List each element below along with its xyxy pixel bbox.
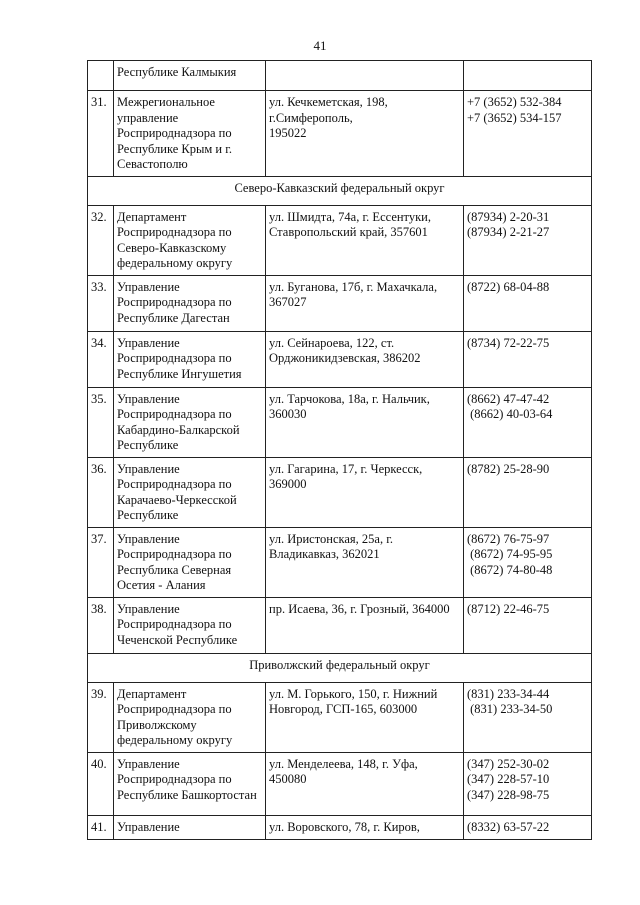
organization-name: Управление Росприроднадзора по Республике Дагестан bbox=[117, 279, 232, 325]
address-text: ул. Шмидта, 74а, г. Ессентуки, Ставропольский край, 357601 bbox=[269, 209, 431, 239]
organization-name: Управление Росприроднадзора по Республике Ингушетия bbox=[117, 335, 242, 381]
contacts-table bbox=[87, 60, 592, 840]
phone-number: +7 (3652) 534-157 bbox=[467, 110, 562, 125]
table-row bbox=[88, 752, 592, 815]
phone-cell bbox=[464, 205, 592, 275]
address-text: ул. Иристонская, 25а, г. Владикавказ, 362021 bbox=[269, 531, 394, 561]
section-title: Северо-Кавказский федеральный округ bbox=[88, 176, 592, 205]
phone-number: (831) 233-34-44 bbox=[467, 686, 550, 701]
phone-cell bbox=[464, 457, 592, 527]
address-text: ул. Гагарина, 17, г. Черкесск, 369000 bbox=[269, 461, 423, 491]
organization-cell bbox=[114, 752, 266, 815]
row-number: 40. bbox=[88, 752, 114, 815]
phone-number: (8672) 74-80-48 bbox=[467, 562, 553, 577]
row-number: 35. bbox=[88, 387, 114, 457]
table-body bbox=[88, 61, 592, 840]
phone-number: (87934) 2-20-31 bbox=[467, 209, 550, 224]
phone-cell bbox=[464, 815, 592, 839]
section-header-row bbox=[88, 653, 592, 682]
address-cell bbox=[266, 597, 464, 653]
row-number: 36. bbox=[88, 457, 114, 527]
organization-cell bbox=[114, 205, 266, 275]
organization-cell bbox=[114, 91, 266, 177]
address-cell bbox=[266, 752, 464, 815]
address-cell bbox=[266, 91, 464, 177]
organization-name: Департамент Росприроднадзора по Приволжскому федеральному округу bbox=[117, 686, 233, 747]
phone-cell bbox=[464, 597, 592, 653]
phone-number: (831) 233-34-50 bbox=[467, 702, 553, 716]
phone-cell bbox=[464, 527, 592, 597]
table-row bbox=[88, 457, 592, 527]
organization-cell bbox=[114, 815, 266, 839]
address-text: ул. Воровского, 78, г. Киров, bbox=[269, 819, 420, 834]
row-number: 39. bbox=[88, 682, 114, 752]
organization-cell bbox=[114, 682, 266, 752]
phone-number: (8712) 22-46-75 bbox=[467, 601, 550, 616]
organization-name: Управление Росприроднадзора по Республика Северная Осетия - Алания bbox=[117, 531, 232, 592]
table-row bbox=[88, 205, 592, 275]
address-cell bbox=[266, 457, 464, 527]
organization-cell bbox=[114, 331, 266, 387]
address-text: пр. Исаева, 36, г. Грозный, 364000 bbox=[269, 601, 450, 616]
section-header-row bbox=[88, 176, 592, 205]
organization-cell bbox=[114, 61, 266, 91]
phone-number: (8332) 63-57-22 bbox=[467, 819, 550, 834]
phone-cell bbox=[464, 61, 592, 91]
phone-number: (347) 228-57-10 bbox=[467, 772, 550, 786]
phone-number: (347) 252-30-02 bbox=[467, 756, 550, 771]
address-cell bbox=[266, 331, 464, 387]
address-cell bbox=[266, 682, 464, 752]
phone-cell bbox=[464, 387, 592, 457]
address-cell bbox=[266, 387, 464, 457]
address-text: ул. М. Горького, 150, г. Нижний Новгород, ГСП-165, 603000 bbox=[269, 686, 438, 716]
row-number: 37. bbox=[88, 527, 114, 597]
phone-number: (87934) 2-21-27 bbox=[467, 225, 550, 239]
phone-number: +7 (3652) 532-384 bbox=[467, 95, 562, 109]
table-row bbox=[88, 91, 592, 177]
organization-cell bbox=[114, 387, 266, 457]
organization-name: Управление Росприроднадзора по Республике Башкортостан bbox=[117, 756, 257, 802]
organization-name: Управление Росприроднадзора по Чеченской Республике bbox=[117, 601, 238, 647]
row-number bbox=[88, 61, 114, 91]
organization-name: Межрегиональное управление Росприроднадзора по Республике Крым и г. Севастополю bbox=[117, 95, 233, 171]
address-text: ул. Сейнароева, 122, ст. Орджоникидзевская, 386202 bbox=[269, 335, 421, 365]
table-row bbox=[88, 275, 592, 331]
organization-cell bbox=[114, 275, 266, 331]
address-text: ул. Кечкеметская, 198, г.Симферополь, 195022 bbox=[269, 95, 388, 140]
address-cell bbox=[266, 205, 464, 275]
phone-number: (347) 228-98-75 bbox=[467, 787, 550, 802]
address-cell bbox=[266, 815, 464, 839]
row-number: 31. bbox=[88, 91, 114, 177]
row-number: 33. bbox=[88, 275, 114, 331]
organization-cell bbox=[114, 457, 266, 527]
table-row bbox=[88, 61, 592, 91]
table-row bbox=[88, 815, 592, 839]
page-number: 41 bbox=[313, 38, 327, 53]
organization-name: Управление Росприроднадзора по Кабардино-Балкарской Республике bbox=[117, 391, 240, 452]
phone-number: (8662) 40-03-64 bbox=[467, 407, 553, 421]
address-text: ул. Буганова, 17б, г. Махачкала, 367027 bbox=[269, 279, 438, 309]
table-row bbox=[88, 387, 592, 457]
section-title: Приволжский федеральный округ bbox=[88, 653, 592, 682]
organization-cell bbox=[114, 597, 266, 653]
table-row bbox=[88, 331, 592, 387]
address-text: ул. Тарчокова, 18а, г. Нальчик, 360030 bbox=[269, 391, 430, 421]
phone-number: (8782) 25-28-90 bbox=[467, 461, 550, 476]
phone-number: (8672) 74-95-95 bbox=[467, 547, 553, 561]
organization-name: Республике Калмыкия bbox=[117, 65, 237, 79]
phone-number: (8672) 76-75-97 bbox=[467, 531, 550, 546]
table-row bbox=[88, 682, 592, 752]
organization-name: Управление bbox=[117, 819, 180, 834]
address-cell bbox=[266, 61, 464, 91]
phone-cell bbox=[464, 331, 592, 387]
phone-number: (8662) 47-47-42 bbox=[467, 391, 550, 406]
row-number: 32. bbox=[88, 205, 114, 275]
address-text: ул. Менделеева, 148, г. Уфа, 450080 bbox=[269, 756, 418, 786]
address-cell bbox=[266, 527, 464, 597]
phone-number: (8734) 72-22-75 bbox=[467, 335, 550, 350]
organization-cell bbox=[114, 527, 266, 597]
organization-name: Департамент Росприроднадзора по Северо-Кавказскому федеральному округу bbox=[117, 209, 233, 270]
phone-number: (8722) 68-04-88 bbox=[467, 279, 550, 294]
phone-cell bbox=[464, 752, 592, 815]
organization-name: Управление Росприроднадзора по Карачаево-Черкесской Республике bbox=[117, 461, 237, 522]
row-number: 34. bbox=[88, 331, 114, 387]
phone-cell bbox=[464, 91, 592, 177]
table-row bbox=[88, 597, 592, 653]
row-number: 38. bbox=[88, 597, 114, 653]
table-row bbox=[88, 527, 592, 597]
row-number: 41. bbox=[88, 815, 114, 839]
phone-cell bbox=[464, 682, 592, 752]
address-cell bbox=[266, 275, 464, 331]
phone-cell bbox=[464, 275, 592, 331]
